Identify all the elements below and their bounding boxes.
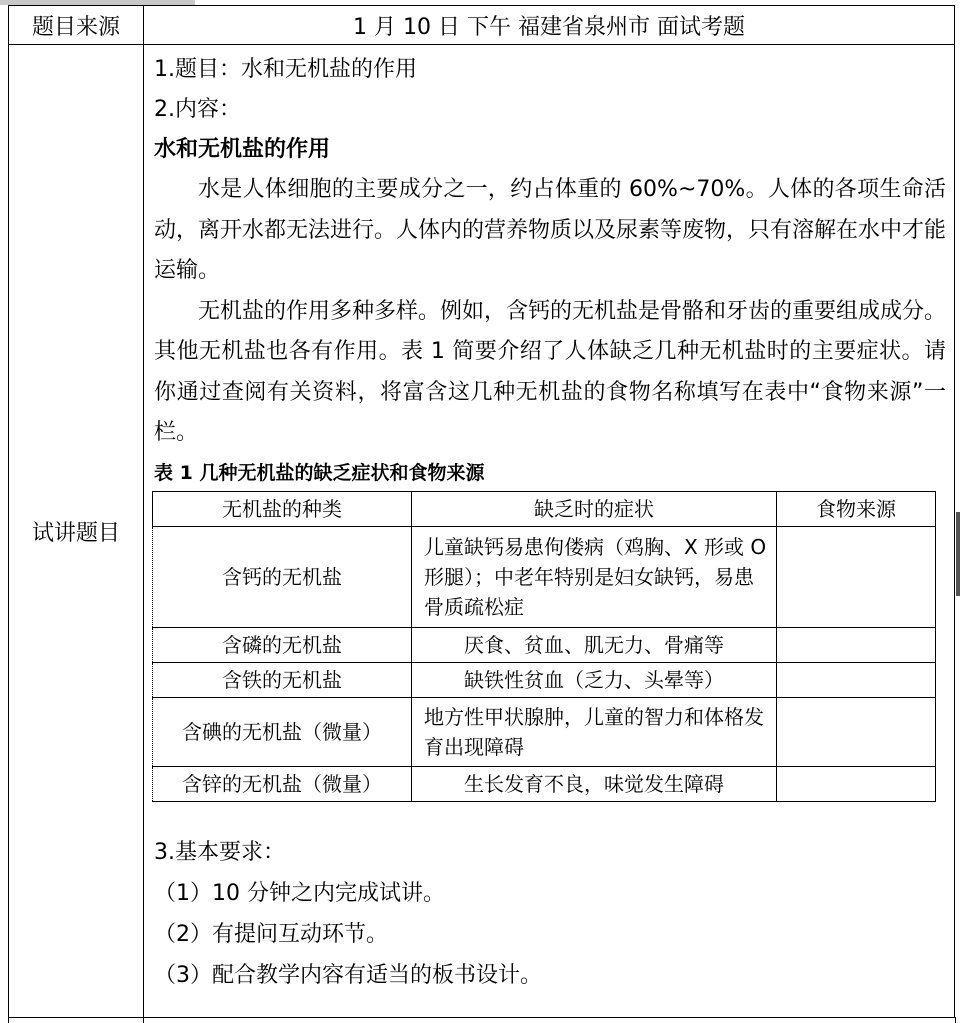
table-row [153,766,936,801]
requirement-item: （3）配合教学内容有适当的板书设计。 [154,962,542,988]
row-type: 含锌的无机盐（微量） [153,766,412,801]
lecture-label: 试讲题目 [9,45,144,1018]
row-type: 含铁的无机盐 [153,662,412,697]
row-type: 含碘的无机盐（微量） [153,697,412,766]
source-label: 题目来源 [9,6,144,45]
table-row [153,627,936,662]
header-type: 无机盐的种类 [153,491,412,526]
row-food [777,766,936,801]
lecture-content [144,45,955,1018]
content-label: 2.内容： [154,97,241,122]
paragraph-minerals: 无机盐的作用多种多样。例如，含钙的无机盐是骨骼和牙齿的重要组成成分。其他无机盐也各有作用。表 1 简要介绍了人体缺乏几种无机盐时的主要症状。请你通过查阅有关资料，将富含这几种无机盐的食物名称填写在表中“食物来源”一栏。 [154,298,947,445]
scrollbar-handle[interactable] [956,512,960,596]
topic-line: 1.题目：水和无机盐的作用 [154,57,417,82]
requirements-label: 3.基本要求： [154,839,285,865]
row-food [777,526,936,627]
exam-table [8,5,955,1018]
source-value: 1 月 10 日 下午 福建省泉州市 面试考题 [144,6,955,45]
requirement-item: （2）有提问互动环节。 [154,921,388,947]
row-type: 含钙的无机盐 [153,526,412,627]
row-symptom: 地方性甲状腺肿，儿童的智力和体格发育出现障碍 [412,697,777,766]
next-row-stub [8,1017,956,1023]
row-symptom: 儿童缺钙易患佝偻病（鸡胸、X 形或 O 形腿）；中老年特别是妇女缺钙，易患骨质疏松症 [412,526,777,627]
table-row [153,697,936,766]
section-title: 水和无机盐的作用 [154,137,331,162]
header-symptom: 缺乏时的症状 [412,491,777,526]
row-food [777,627,936,662]
row-food [777,662,936,697]
table-row [153,662,936,697]
row-symptom: 厌食、贫血、肌无力、骨痛等 [412,627,777,662]
table-caption: 表 1 几种无机盐的缺乏症状和食物来源 [154,461,485,484]
row-food [777,697,936,766]
lecture-row [9,45,955,1018]
row-type: 含磷的无机盐 [153,627,412,662]
minerals-header-row [153,491,936,526]
header-food: 食物来源 [777,491,936,526]
paragraph-water: 水是人体细胞的主要成分之一，约占体重的 60%~70%。人体的各项生命活动，离开水都无法进行。人体内的营养物质以及尿素等废物，只有溶解在水中才能运输。 [154,177,947,283]
row-symptom: 缺铁性贫血（乏力、头晕等） [412,662,777,697]
table-row [153,526,936,627]
source-row [9,6,955,45]
row-symptom: 生长发育不良，味觉发生障碍 [412,766,777,801]
minerals-table [152,491,936,802]
requirement-item: （1）10 分钟之内完成试讲。 [154,880,445,906]
